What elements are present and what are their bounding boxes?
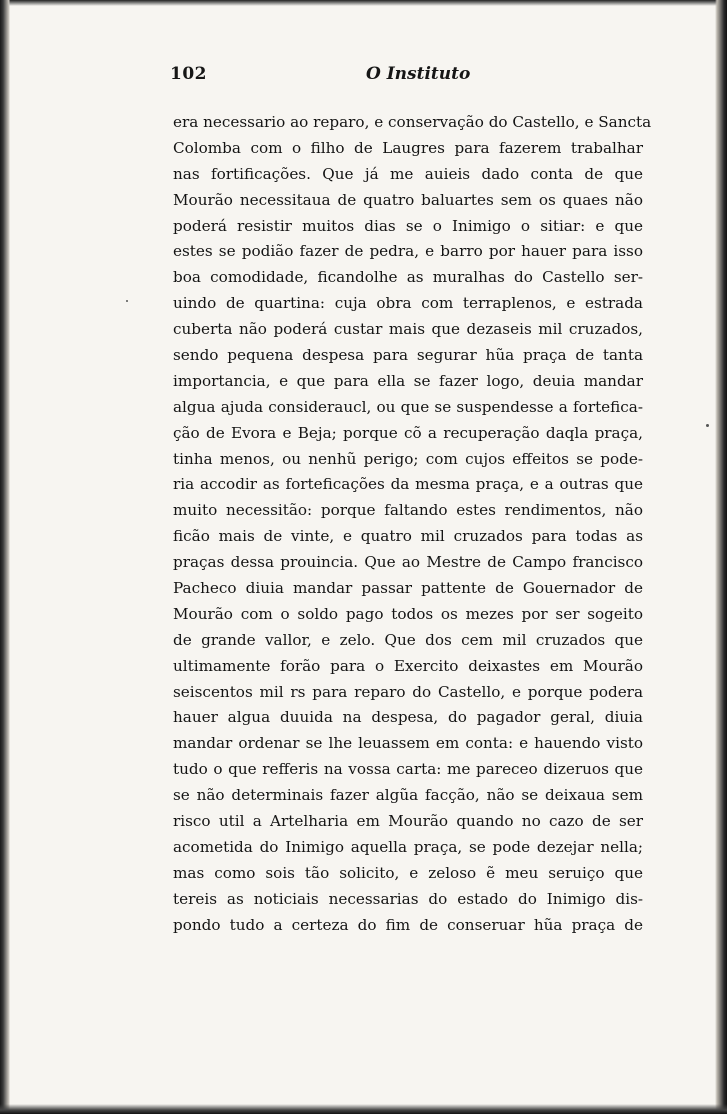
text-line: importancia, e que para ella se fazer logo, deuia mandar <box>173 371 643 390</box>
scan-speck <box>126 300 128 302</box>
text-line: boa comodidade, ficandolhe as muralhas do Castello ser- <box>173 268 643 287</box>
page-edge-left <box>0 0 10 1114</box>
page-edge-bottom <box>0 1104 727 1114</box>
text-line: cuberta não poderá custar mais que dezaseis mil cruzados, <box>173 320 643 339</box>
scan-speck <box>706 424 709 427</box>
text-line: tudo o que refferis na vossa carta: me pareceo dizeruos que <box>173 760 643 779</box>
page-edge-right <box>715 0 727 1114</box>
text-line: praças dessa prouincia. Que ao Mestre de Campo francisco <box>173 553 643 572</box>
text-line: acometida do Inimigo aquella praça, se pode dezejar nella; <box>173 837 643 856</box>
text-line: ultimamente forão para o Exercito deixastes em Mourão <box>173 656 643 675</box>
text-line: muito necessitão: porque faltando estes rendimentos, não <box>173 501 643 520</box>
page-number: 102 <box>170 64 207 84</box>
text-line: tinha menos, ou nenhũ perigo; com cujos effeitos se pode- <box>173 449 643 468</box>
running-title: O Instituto <box>366 64 471 84</box>
text-line: ficão mais de vinte, e quatro mil cruzados para todas as <box>173 527 643 546</box>
text-line: tereis as noticiais necessarias do estado do Inimigo dis- <box>173 889 643 908</box>
text-line: algua ajuda consideraucl, ou que se suspendesse a forteficа- <box>173 397 643 416</box>
text-line: Colomba com o filho de Laugres para fazerem trabalhar <box>173 138 643 157</box>
text-line: ria accodir as forteficações da mesma praça, e a outras que <box>173 475 643 494</box>
text-line: era necessario ao reparo, e conservação do Castello, e Sancta <box>173 113 652 131</box>
text-line: seiscentos mil rs para reparo do Castello, e porque podera <box>173 682 643 701</box>
text-line: mas como sois tão solicito, e zeloso ẽ meu seruiço que <box>173 863 643 882</box>
text-line: mandar ordenar se lhe leuassem em conta: e hauendo visto <box>173 734 643 753</box>
text-line: de grande vallor, e zelo. Que dos cem mil cruzados que <box>173 630 643 649</box>
text-line: Mourão com o soldo pago todos os mezes por ser sogeito <box>173 604 643 623</box>
text-line: hauer algua duuida na despesa, do pagador geral, diuia <box>173 708 643 727</box>
text-line: Pacheco diuia mandar passar pattente de Gouernador de <box>173 579 643 598</box>
body-text <box>173 110 652 939</box>
text-line: Mourão necessitaua de quatro baluartes sem os quaes não <box>173 190 643 209</box>
text-line: uindo de quartina: cuja obra com terraplenos, e estrada <box>173 294 643 313</box>
text-line: poderá resistir muitos dias se o Inimigo o sitiar: e que <box>173 216 643 235</box>
text-line: pondo tudo a certeza do fim de conseruar hũa praça de <box>173 915 643 934</box>
text-line: risco util a Artelharia em Mourão quando no cazo de ser <box>173 812 643 831</box>
text-line: se não determinais fazer algũa facção, não se deixaua sem <box>173 786 643 805</box>
text-line: ção de Evora e Beja; porque cõ a recuperação daqla praça, <box>173 423 643 442</box>
text-line: sendo pequena despesa para segurar hũa praça de tanta <box>173 346 643 365</box>
running-header <box>170 64 644 88</box>
page-edge-top <box>0 0 727 6</box>
text-line: estes se podião fazer de pedra, e barro por hauer para isso <box>173 242 643 261</box>
text-line: nas fortificações. Que já me auieis dado conta de que <box>173 164 643 183</box>
